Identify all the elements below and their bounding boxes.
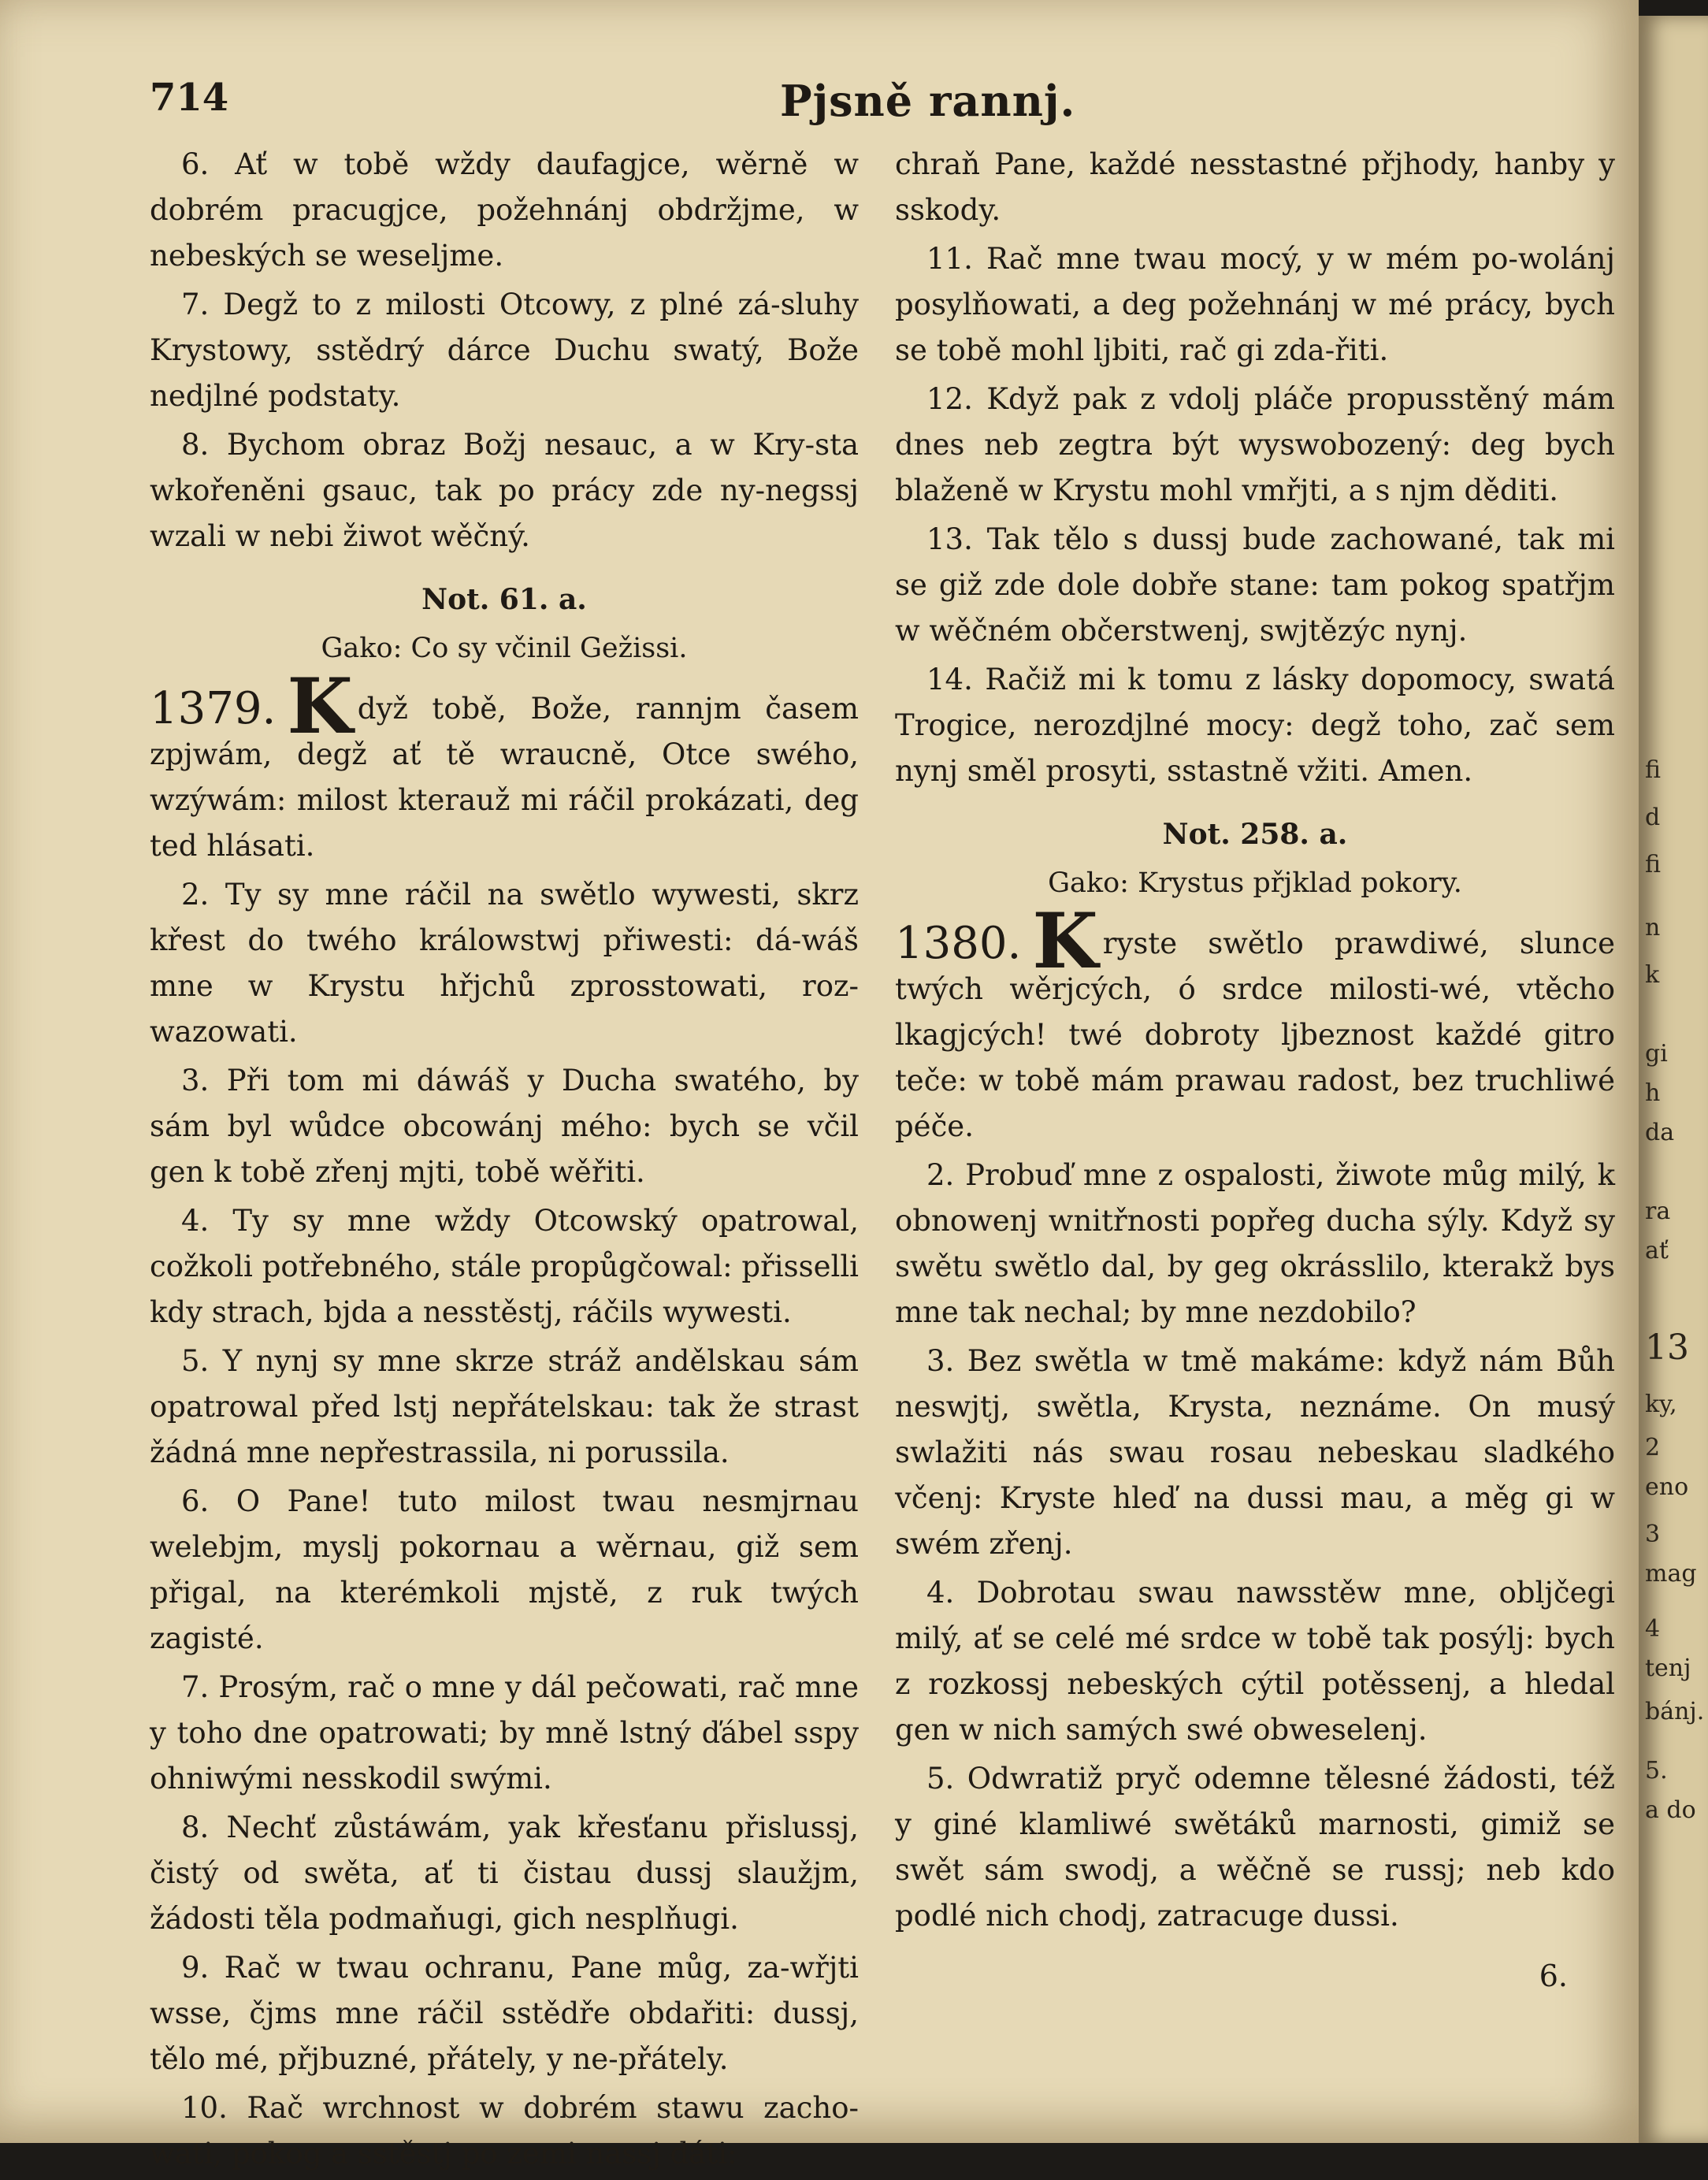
melody-reference: Not. 258. a. [1162,818,1348,851]
verse: 13. Tak tělo s dussj bude zachowané, tak mi se giž zde dole dobře stane: tam pokog spatřjm w wěčném občerstwenj, swjtězýc nynj. [895,522,1615,648]
fragment-text: 4 [1645,1615,1661,1643]
fragment-text: bánj. [1645,1698,1705,1725]
fragment-text: ať [1645,1237,1669,1265]
hymn-number: 1380. [895,918,1022,969]
catchword: 6. [1539,1959,1568,1993]
hymn-number: 1379. [150,683,277,734]
verse: 8. Nechť zůstáwám, yak křesťanu přislussj, čistý od swěta, ať ti čistau dussj slaužjm, žádosti těla podmaňugi, gich nesplňugi. [150,1810,859,1936]
verse: 11. Rač mne twau mocý, y w mém po-wolánj posylňowati, a deg požehnánj w mé prácy, bych se tobě mohl ljbiti, rač gi zda-řiti. [895,242,1615,367]
verse: 7. Prosým, rač o mne y dál pečowati, rač mne y toho dne opatrowati; by mně lstný ďábel sspy ohniwými nesskodil swými. [150,1670,859,1796]
fragment-text: k [1645,961,1660,989]
verse: 10. Rač wrchnost w dobrém stawu zacho-wati, pokog a sstěstj po zemi nassj dáti: [150,2091,859,2171]
verse: 3. Při tom mi dáwáš y Ducha swatého, by sám byl wůdce obcowánj mého: bych se včil gen k tobě zřenj mjti, tobě wěřiti. [150,1064,859,1189]
verse: 4. Ty sy mne wždy Otcowský opatrowal, cožkoli potřebného, stále propůgčowal: přisselli kdy strach, bjda a nesstěstj, ráčils wywesti. [150,1204,859,1329]
hymn-first-verse: dyž tobě, Bože, rannjm časem zpjwám, degž ať tě wraucně, Otce swého, wzýwám: milost kterauž mi ráčil prokázati, deg ted hlásati. [150,692,859,863]
verse: 14. Račiž mi k tomu z lásky dopomocy, swatá Trogice, nerozdjlné mocy: degž toho, zač sem nynj směl prosyti, sstastně vžiti. Amen. [895,663,1615,788]
fragment-text: a do [1645,1796,1696,1824]
drop-initial: K [1032,897,1098,986]
fragment-text: mag [1645,1560,1697,1588]
fragment-text: h [1645,1079,1661,1107]
verse: 5. Y nynj sy mne skrze stráž andělskau sám opatrowal před lstj nepřátelskau: tak že strast žádná mne nepřestrassila, ni porussila. [150,1344,859,1469]
fragment-text: tenj [1645,1654,1691,1682]
verse: 7. Degž to z milosti Otcowy, z plné zá-sluhy Krystowy, sstědrý dárce Duchu swatý, Bože nedjlné podstaty. [150,288,859,413]
left-column [150,142,859,2180]
page-title: Pjsně rannj. [780,76,1076,126]
fragment-text: d [1645,804,1661,831]
verse-continuation: chraň Pane, každé nesstastné přjhody, hanby y sskody. [895,147,1615,227]
fragment-text: da [1645,1119,1675,1146]
page-number: 714 [150,76,229,120]
fragment-text: eno [1645,1473,1689,1501]
tune-indication: Gako: Krystus přjklad pokory. [1048,867,1462,899]
verse: 5. Odwratiž pryč odemne tělesné žádosti, též y giné klamliwé swětáků marnosti, gimiž se swět sám swodj, a wěčně se russj; neb kdo podlé nich chodj, zatracuge dussi. [895,1762,1615,1933]
verse: 6. Ať w tobě wždy daufagjce, wěrně w dobrém pracugjce, požehnánj obdržjme, w nebeských se weseljme. [150,147,859,273]
hymn-opening [150,662,859,869]
facing-page-edge [1639,16,1708,2143]
fragment-text: 3 [1645,1521,1661,1548]
verse: 12. Když pak z vdolj pláče propusstěný mám dnes neb zegtra být wyswobozený: deg bych blaženě w Krystu mohl vmřjti, a s njm děditi. [895,382,1615,507]
fragment-text: 13 [1645,1328,1689,1368]
fragment-text: 5. [1645,1757,1668,1784]
fragment-text: n [1645,914,1661,941]
verse: 3. Bez swětla w tmě makáme: když nám Bůh neswjtj, swětla, Krysta, neznáme. On musý swlažiti nás swau rosau nebeskau sladkého včenj: Kryste hleď na dussi mau, a měg gi w swém zřenj. [895,1344,1615,1561]
verse: 9. Rač w twau ochranu, Pane můg, za-wřjti wsse, čjms mne ráčil sstědře obdařiti: dussj, tělo mé, přjbuzné, přátely, y ne-přátely. [150,1951,859,2076]
fragment-text: ra [1645,1198,1671,1225]
fragment-text: ky, [1645,1391,1677,1418]
verse: 2. Ty sy mne ráčil na swětlo wywesti, skrz křest do twého králowstwj přiwesti: dá-wáš mne w Krystu hřjchů zprosstowati, roz-wazowati. [150,878,859,1049]
hymn-opening [895,897,1615,1149]
verse: 6. O Pane! tuto milost twau nesmjrnau welebjm, myslj pokornau a wěrnau, giž sem přigal, na kterémkoli mjstě, z ruk twých zagisté. [150,1484,859,1655]
tune-indication: Gako: Co sy včinil Gežissi. [321,633,688,664]
verse: 4. Dobrotau swau nawsstěw mne, obljčegi milý, ať se celé mé srdce w tobě tak posýlj: bych z rozkossj nebeských cýtil potěssenj, a hledal gen w nich samých swé obweselenj. [895,1576,1615,1747]
running-head [150,76,1615,131]
fragment-text: 2 [1645,1434,1661,1461]
drop-initial: K [287,662,353,751]
right-column [895,142,1615,1999]
fragment-text: fi [1645,756,1662,784]
fragment-text: fi [1645,851,1662,878]
verse: 8. Bychom obraz Božj nesauc, a w Kry-sta wkořeněni gsauc, tak po prácy zde ny-negssj wzali w nebi žiwot wěčný. [150,428,859,553]
verse: 2. Probuď mne z ospalosti, žiwote můg milý, k obnowenj wnitřnosti popřeg ducha sýly. Když sy swětu swětlo dal, by geg okrásslilo, kterakž bys mne tak nechal; by mne nezdobilo? [895,1158,1615,1329]
fragment-text: gi [1645,1040,1668,1068]
hymn-first-verse: ryste swětlo prawdiwé, slunce twých wěrjcých, ó srdce milosti-wé, vtěcho lkagjcých! twé dobroty ljbeznost každé gitro teče: w tobě mám prawau radost, bez truchliwé péče. [895,927,1615,1143]
melody-reference: Not. 61. a. [421,583,587,616]
